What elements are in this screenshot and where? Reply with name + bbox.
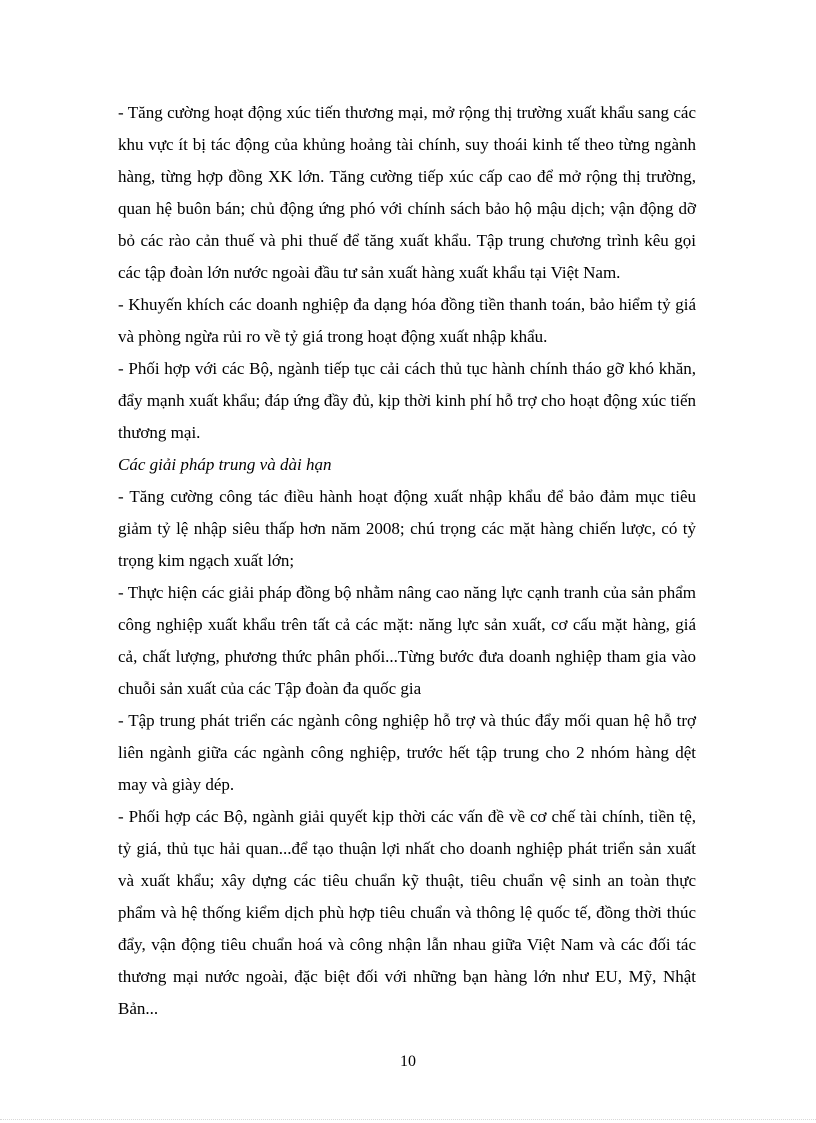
paragraph-admin-reform: - Phối hợp với các Bộ, ngành tiếp tục cải cách thủ tục hành chính tháo gỡ khó khăn, đẩy mạnh xuất khẩu; đáp ứng đầy đủ, kịp thời kinh phí hỗ trợ cho hoạt động xúc tiến thương mại. — [118, 359, 696, 442]
page-bottom-divider — [0, 1119, 816, 1120]
paragraph-import-export-management: - Tăng cường công tác điều hành hoạt động xuất nhập khẩu để bảo đảm mục tiêu giảm tỷ lệ nhập siêu thấp hơn năm 2008; chú trọng các mặt hàng chiến lược, có tỷ trọng kim ngạch xuất lớn; — [118, 487, 696, 570]
paragraph-competitiveness: - Thực hiện các giải pháp đồng bộ nhằm nâng cao năng lực cạnh tranh của sản phẩm công nghiệp xuất khẩu trên tất cả các mặt: năng lực sản xuất, cơ cấu mặt hàng, giá cả, chất lượng, phương thức phân phối...Từng bước đưa doanh nghiệp tham gia vào chuỗi sản xuất của các Tập đoàn đa quốc gia — [118, 583, 696, 698]
page-content — [118, 97, 696, 1025]
paragraph-currency-diversification: - Khuyến khích các doanh nghiệp đa dạng hóa đồng tiền thanh toán, bảo hiểm tỷ giá và phòng ngừa rủi ro về tỷ giá trong hoạt động xuất nhập khẩu. — [118, 295, 696, 346]
paragraph-supporting-industries: - Tập trung phát triển các ngành công nghiệp hỗ trợ và thúc đẩy mối quan hệ hỗ trợ liên ngành giữa các ngành công nghiệp, trước hết tập trung cho 2 nhóm hàng dệt may và giày dép. — [118, 711, 696, 794]
section-heading: Các giải pháp trung và dài hạn — [118, 455, 332, 474]
paragraph-ministry-coordination: - Phối hợp các Bộ, ngành giải quyết kịp thời các vấn đề về cơ chế tài chính, tiền tệ, tỷ giá, thủ tục hải quan...để tạo thuận lợi nhất cho doanh nghiệp phát triển sản xuất và xuất khẩu; xây dựng các tiêu chuẩn kỹ thuật, tiêu chuẩn vệ sinh an toàn thực phẩm và hệ thống kiểm dịch phù hợp tiêu chuẩn và thông lệ quốc tế, đồng thời thúc đẩy, vận động tiêu chuẩn hoá và công nhận lẫn nhau giữa Việt Nam và các đối tác thương mại nước ngoài, đặc biệt đối với những bạn hàng lớn như EU, Mỹ, Nhật Bản... — [118, 807, 696, 1018]
paragraph-trade-promotion: - Tăng cường hoạt động xúc tiến thương mại, mở rộng thị trường xuất khẩu sang các khu vực ít bị tác động của khủng hoảng tài chính, suy thoái kinh tế theo từng ngành hàng, từng hợp đồng XK lớn. Tăng cường tiếp xúc cấp cao để mở rộng thị trường, quan hệ buôn bán; chủ động ứng phó với chính sách bảo hộ mậu dịch; vận động dỡ bỏ các rào cản thuế và phi thuế để tăng xuất khẩu. Tập trung chương trình kêu gọi các tập đoàn lớn nước ngoài đầu tư sản xuất hàng xuất khẩu tại Việt Nam. — [118, 103, 696, 282]
page-number: 10 — [400, 1053, 416, 1070]
